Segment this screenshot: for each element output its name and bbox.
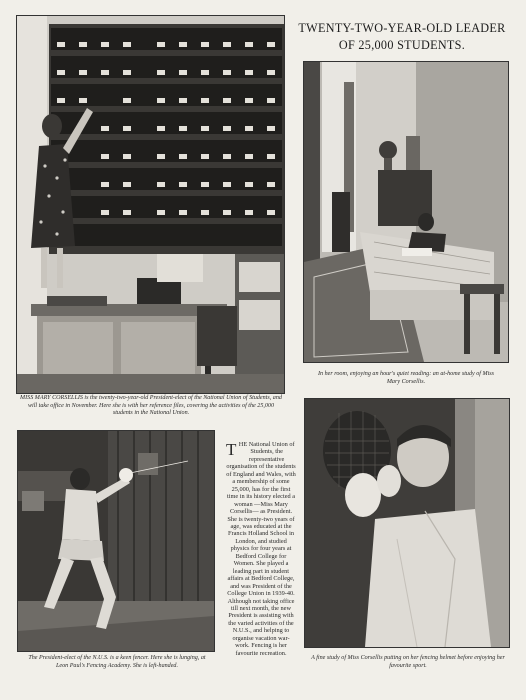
caption-room: In her room, enjoying an hour's quiet reading: an at-home study of Miss Mary Corsellis. <box>317 371 495 385</box>
article-dropcap: T <box>226 440 237 459</box>
article-lead: HE National <box>238 441 271 448</box>
photo-fencing-helmet <box>304 398 510 648</box>
helmet-illustration <box>305 399 509 647</box>
article-text <box>226 441 296 657</box>
caption-helmet: A fine study of Miss Corsellis putting on her fencing helmet before enjoying her favourite sport. <box>311 655 505 669</box>
office-illustration <box>17 16 284 393</box>
fencer-illustration <box>18 431 214 651</box>
page-title-line-2: OF 25,000 STUDENTS. <box>338 38 466 52</box>
article-body: Union of Students, the representative organisation of the students of England and Wales, with a membership of some 25,000, has for the first time in its history elected a woman —Miss Mary Corsellis— as President. She is twenty-two years of age, was educated at the Francis Holland School in London, and studied physics for four years at Bedford College for Women. She played a leading part in student affairs at Bedford College, and was President of the College Union in 1939-40. Although not taking office till next month, the new President is assisting with the varied activities of the N.U.S., and helping to organise vacation war-work. Fencing is her favourite recreation. <box>226 441 296 657</box>
photo-reading-room <box>303 61 509 363</box>
photo-fencer-lunging <box>17 430 215 652</box>
caption-fencer: The President-elect of the N.U.S. is a keen fencer. Here she is lunging, at Leon Paul's Fencing Academy. She is left-handed. <box>28 655 206 669</box>
page-title-line-1: TWENTY-TWO-YEAR-OLD LEADER <box>298 21 506 35</box>
page-title <box>296 20 508 54</box>
room-illustration <box>304 62 508 362</box>
caption-office: MISS MARY CORSELLIS is the twenty-two-year-old President-elect of the National Union of Students, and will take office in November. Here she is with her reference files, covering the activities of the 25,000 students in the National Union. <box>20 395 282 417</box>
photo-office-reference-files <box>16 15 285 394</box>
